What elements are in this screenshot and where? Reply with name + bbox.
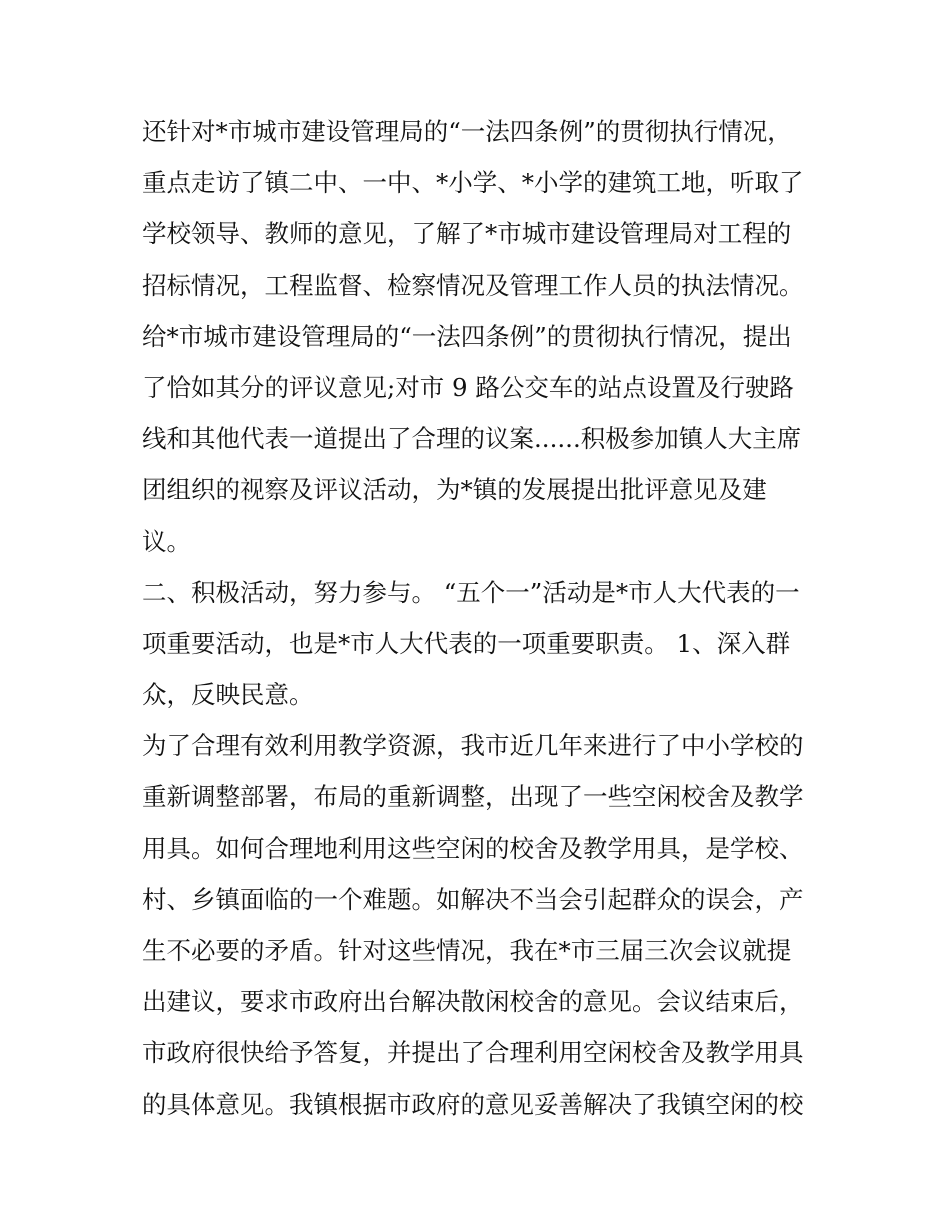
text-line: 给*市城市建设管理局的“一法四条例”的贯彻执行情况，提出 (142, 321, 792, 351)
text-line: 还针对*市城市建设管理局的“一法四条例”的贯彻执行情况， (142, 117, 792, 146)
document-body (142, 106, 822, 1130)
text-line: 的具体意见。我镇根据市政府的意见妥善解决了我镇空闲的校 (142, 1089, 804, 1119)
text-line: 重新调整部署，布局的重新调整，出现了一些空闲校舍及教学 (142, 782, 804, 812)
text-line: 用具。如何合理地利用这些空闲的校舍及教学用具，是学校、 (142, 833, 804, 863)
text-line: 众，反映民意。 (142, 680, 314, 710)
text-line: 线和其他代表一道提出了合理的议案......积极参加镇人大主席 (142, 424, 802, 454)
text-line: 村、乡镇面临的一个难题。如解决不当会引起群众的误会，产 (142, 884, 804, 914)
text-line: 为了合理有效利用教学资源，我市近几年来进行了中小学校的 (142, 731, 804, 761)
text-line: 出建议，要求市政府出台解决散闲校舍的意见。会议结束后， (142, 987, 804, 1017)
text-line: 生不必要的矛盾。针对这些情况，我在*市三届三次会议就提 (142, 936, 792, 965)
text-line: 了恰如其分的评议意见;对市 9 路公交车的站点设置及行驶路 (142, 372, 794, 402)
text-line: 重点走访了镇二中、一中、*小学、*小学的建筑工地，听取了 (142, 168, 804, 198)
text-line: 团组织的视察及评议活动，为*镇的发展提出批评意见及建 (142, 475, 767, 505)
text-line: 招标情况，工程监督、检察情况及管理工作人员的执法情况。 (142, 270, 804, 300)
text-line: 议。 (142, 526, 191, 556)
text-line: 项重要活动，也是*市人大代表的一项重要职责。 1、深入群 (142, 628, 791, 658)
text-line: 学校领导、教师的意见，了解了*市城市建设管理局对工程的 (142, 219, 792, 249)
text-line: 二、积极活动，努力参与。 “五个一”活动是*市人大代表的一 (142, 577, 800, 607)
text-line: 市政府很快给予答复，并提出了合理利用空闲校舍及教学用具 (142, 1038, 804, 1068)
